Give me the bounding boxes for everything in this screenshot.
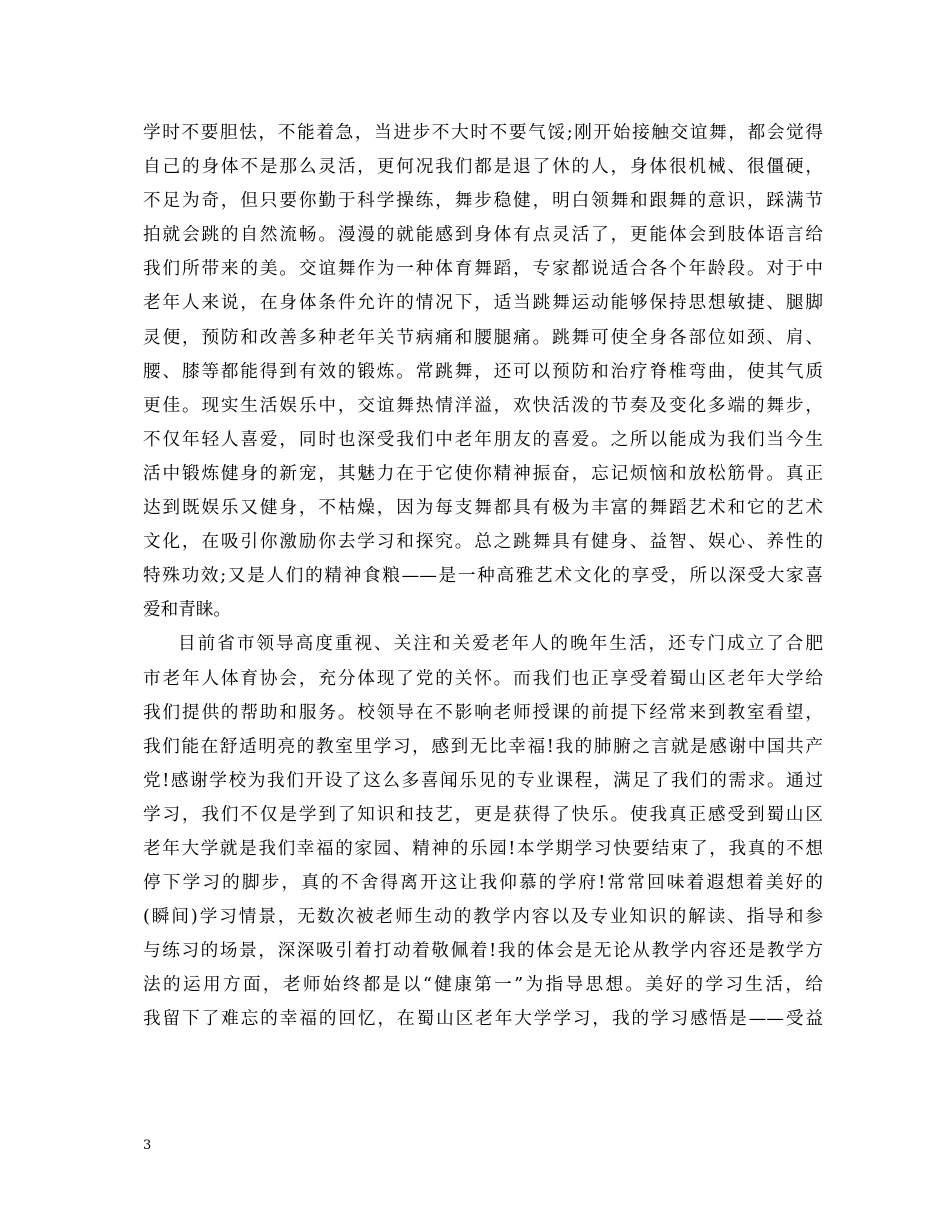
- text-line: 更佳。现实生活娱乐中，交谊舞热情洋溢，欢快活泼的节奏及变化多端的舞步，: [143, 395, 823, 416]
- text-line: 爱和青睐。: [143, 600, 231, 621]
- text-line: 自己的身体不是那么灵活，更何况我们都是退了休的人，身体很机械、很僵硬，: [143, 157, 823, 178]
- page-number: 3: [143, 1138, 152, 1153]
- text-line: 不足为奇，但只要你勤于科学操练，舞步稳健，明白领舞和跟舞的意识，踩满节: [143, 191, 823, 212]
- text-line: 文化，在吸引你激励你去学习和探究。总之跳舞具有健身、益智、娱心、养性的: [143, 532, 823, 553]
- text-line: (瞬间)学习情景，无数次被老师生动的教学内容以及专业知识的解读、指导和参: [143, 907, 823, 928]
- text-line: 党!感谢学校为我们开设了这么多喜闻乐见的专业课程，满足了我们的需求。通过: [143, 770, 823, 791]
- text-line: 我们提供的帮助和服务。校领导在不影响老师授课的前提下经常来到教室看望，: [143, 702, 823, 723]
- text-line: 达到既娱乐又健身，不枯燥，因为每支舞都具有极为丰富的舞蹈艺术和它的艺术: [143, 498, 823, 519]
- text-line: 学习，我们不仅是学到了知识和技艺，更是获得了快乐。使我真正感受到蜀山区: [143, 804, 823, 825]
- text-line: 与练习的场景，深深吸引着打动着敬佩着!我的体会是无论从教学内容还是教学方: [143, 941, 823, 962]
- text-line: 腰、膝等都能得到有效的锻炼。常跳舞，还可以预防和治疗脊椎弯曲，使其气质: [143, 361, 823, 382]
- text-line: 不仅年轻人喜爱，同时也深受我们中老年朋友的喜爱。之所以能成为我们当今生: [143, 429, 823, 450]
- text-line: 市老年人体育协会，充分体现了党的关怀。而我们也正享受着蜀山区老年大学给: [143, 668, 823, 689]
- text-line: 我留下了难忘的幸福的回忆，在蜀山区老年大学学习，我的学习感悟是——受益: [143, 1009, 823, 1030]
- text-line: 活中锻炼健身的新宠，其魅力在于它使你精神振奋，忘记烦恼和放松筋骨。真正: [143, 463, 823, 484]
- text-line: 学时不要胆怯，不能着急，当进步不大时不要气馁;刚开始接触交谊舞，都会觉得: [143, 123, 823, 143]
- text-line: 停下学习的脚步，真的不舍得离开这让我仰慕的学府!常常回味着遐想着美好的: [143, 873, 823, 894]
- text-line: 拍就会跳的自然流畅。漫漫的就能感到身体有点灵活了，更能体会到肢体语言给: [143, 225, 823, 246]
- text-line: 老年大学就是我们幸福的家园、精神的乐园!本学期学习快要结束了，我真的不想: [143, 838, 823, 859]
- text-line: 灵便，预防和改善多种老年关节病痛和腰腿痛。跳舞可使全身各部位如颈、肩、: [143, 327, 823, 348]
- body-text: [143, 116, 823, 1037]
- text-line: 特殊功效;又是人们的精神食粮——是一种高雅艺术文化的享受，所以深受大家喜: [143, 566, 823, 587]
- text-line: 我们所带来的美。交谊舞作为一种体育舞蹈，专家都说适合各个年龄段。对于中: [143, 259, 823, 280]
- text-line: 法的运用方面，老师始终都是以“健康第一”为指导思想。美好的学习生活，给: [143, 975, 823, 996]
- text-line: 我们能在舒适明亮的教室里学习，感到无比幸福!我的肺腑之言就是感谢中国共产: [143, 736, 823, 757]
- text-line: 老年人来说，在身体条件允许的情况下，适当跳舞运动能够保持思想敏捷、腿脚: [143, 293, 823, 314]
- text-line: 目前省市领导高度重视、关注和关爱老年人的晚年生活，还专门成立了合肥: [178, 634, 823, 655]
